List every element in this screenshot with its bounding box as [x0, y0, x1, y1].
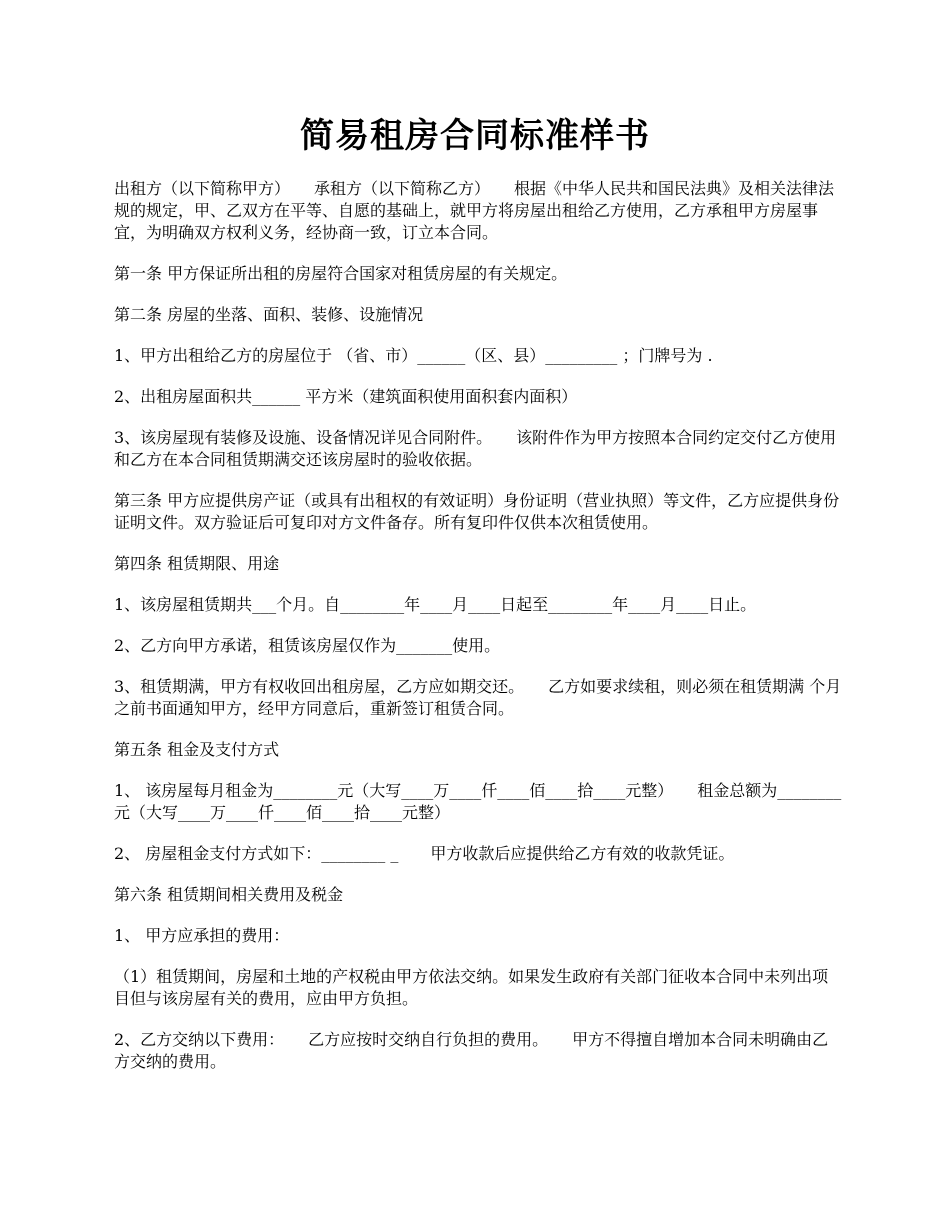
paragraph-article-6-item-1-sub-1: （1）租赁期间，房屋和土地的产权税由甲方依法交纳。如果发生政府有关部门征收本合同中未列出项目但与该房屋有关的费用，应由甲方负担。 [114, 967, 829, 1008]
paragraph-article-2-heading: 第二条 房屋的坐落、面积、装修、设施情况 [114, 305, 424, 324]
paragraph-article-4-item-2: 2、乙方向甲方承诺，租赁该房屋仅作为_______使用。 [114, 636, 501, 655]
paragraph-article-4-heading: 第四条 租赁期限、用途 [114, 554, 280, 573]
paragraph-article-6-heading: 第六条 租赁期间相关费用及税金 [114, 885, 344, 904]
paragraph-article-4-item-3: 3、租赁期满，甲方有权收回出租房屋，乙方应如期交还。 乙方如要求续租，则必须在租赁期满 个月之前书面通知甲方，经甲方同意后，重新签订租赁合同。 [114, 677, 842, 718]
paragraph-article-5-item-1: 1、 该房屋每月租金为________元（大写____万____仟____佰____拾____元整） 租金总额为________元（大写____万____仟____佰____拾____元整） [114, 781, 842, 822]
paragraph-article-6-item-1: 1、 甲方应承担的费用： [114, 926, 290, 945]
paragraph-article-2-item-1: 1、甲方出租给乙方的房屋位于 （省、市）______（区、县）_________ ；门牌号为 . [114, 346, 713, 365]
paragraph-article-4-item-1: 1、该房屋租赁期共___个月。自________年____月____日起至________年____月____日止。 [114, 595, 757, 614]
document-title: 简易租房合同标准样书 [300, 116, 650, 156]
paragraph-article-5-item-2: 2、 房屋租金支付方式如下：________ _ 甲方收款后应提供给乙方有效的收款凭证。 [114, 844, 735, 863]
paragraph-preamble: 出租方（以下简称甲方） 承租方（以下简称乙方） 根据《中华人民共和国民法典》及相关法律法规的规定，甲、乙双方在平等、自愿的基础上，就甲方将房屋出租给乙方使用，乙方承租甲方房屋事宜，为明确双方权利义务，经协商一致，订立本合同。 [114, 179, 835, 242]
paragraph-article-5-heading: 第五条 租金及支付方式 [114, 740, 280, 759]
document-body [114, 178, 844, 1092]
paragraph-article-2-item-3: 3、该房屋现有装修及设施、设备情况详见合同附件。 该附件作为甲方按照本合同约定交付乙方使用和乙方在本合同租赁期满交还该房屋时的验收依据。 [114, 428, 837, 469]
paragraph-article-6-item-2: 2、乙方交纳以下费用： 乙方应按时交纳自行负担的费用。 甲方不得擅自增加本合同未明确由乙方交纳的费用。 [114, 1030, 829, 1071]
paragraph-article-2-item-2: 2、出租房屋面积共______ 平方米（建筑面积使用面积套内面积） [114, 387, 578, 406]
paragraph-article-1: 第一条 甲方保证所出租的房屋符合国家对租赁房屋的有关规定。 [114, 264, 568, 283]
paragraph-article-3: 第三条 甲方应提供房产证（或具有出租权的有效证明）身份证明（营业执照）等文件，乙方应提供身份证明文件。双方验证后可复印对方文件备存。所有复印件仅供本次租赁使用。 [114, 491, 840, 532]
